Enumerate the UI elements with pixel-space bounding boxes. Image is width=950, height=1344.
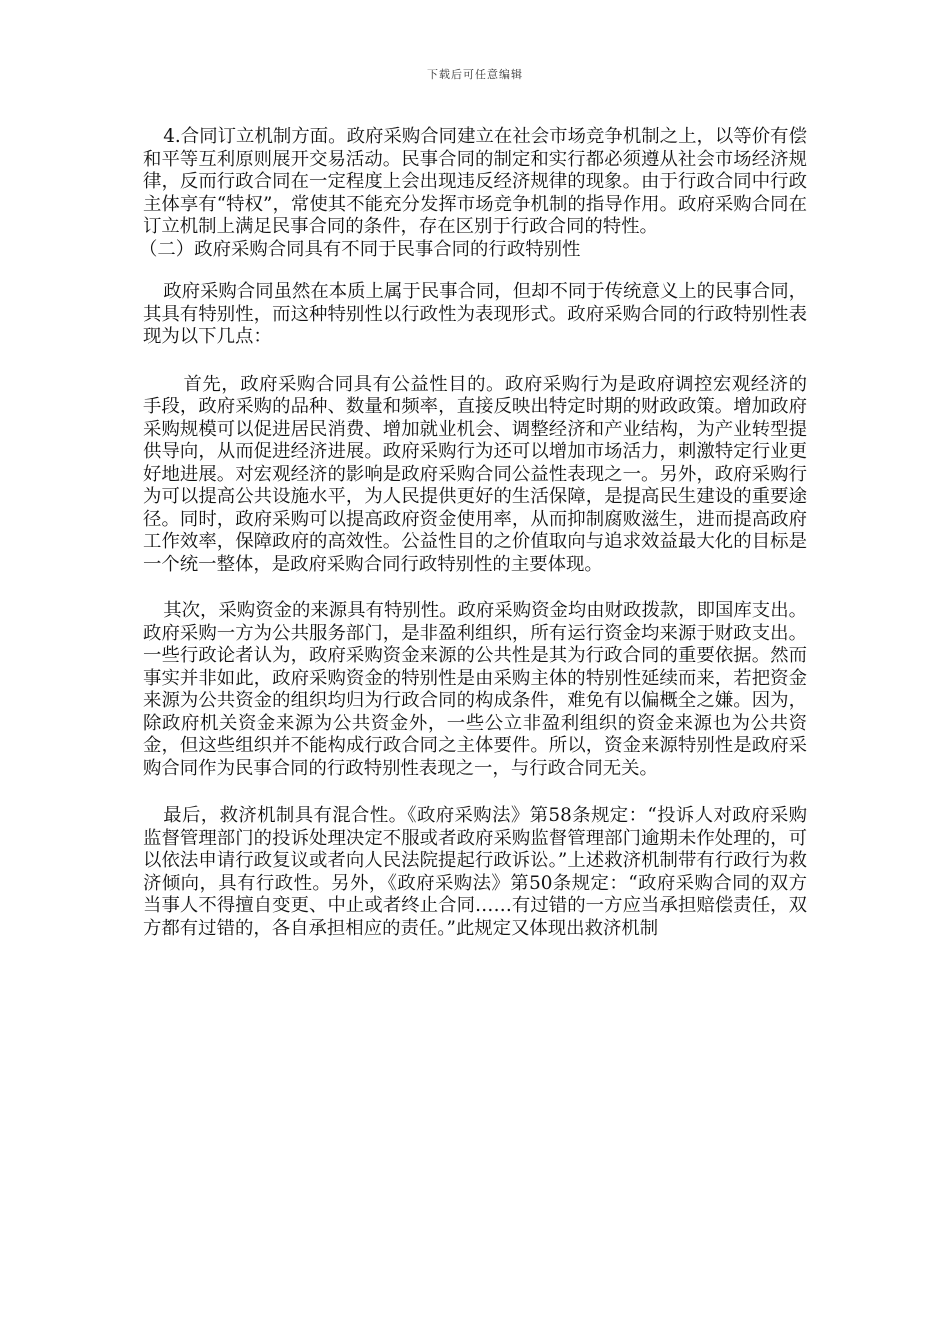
paragraph-public-interest: 首先，政府采购合同具有公益性目的。政府采购行为是政府调控宏观经济的手段，政府采购的品种、数量和频率，直接反映出特定时期的财政政策。增加政府采购规模可以促进居民消费、增加就业机会、调整经济和产业结构，为产业转型提供导向，从而促进经济进展。政府采购行为还可以增加市场活力，刺激特定行业更好地进展。对宏观经济的影响是政府采购合同公益性表现之一。另外，政府采购行为可以提高公共设施水平，为人民提供更好的生活保障，是提高民生建设的重要途径。同时，政府采购可以提高政府资金使用率，从而抑制腐败滋生，进而提高政府工作效率，保障政府的高效性。公益性目的之价值取向与追求效益最大化的目标是一个统一整体，是政府采购合同行政特别性的主要体现。 <box>143 373 807 575</box>
section-heading: （二）政府采购合同具有不同于民事合同的行政特别性 <box>139 238 581 260</box>
document-body <box>139 126 807 940</box>
paragraph-remedy-mechanism: 最后，救济机制具有混合性。《政府采购法》第58条规定：“投诉人对政府采购监督管理部门的投诉处理决定不服或者政府采购监督管理部门逾期未作处理的，可以依法申请行政复议或者向人民法院提起行政诉讼。”上述救济机制带有行政行为救济倾向，具有行政性。另外，《政府采购法》第50条规定：“政府采购合同的双方当事人不得擅自变更、中止或者终止合同……有过错的一方应当承担赔偿责任，双方都有过错的，各自承担相应的责任。”此规定又体现出救济机制 <box>143 805 807 939</box>
paragraph-contract-mechanism: 4.合同订立机制方面。政府采购合同建立在社会市场竞争机制之上，以等价有偿和平等互利原则展开交易活动。民事合同的制定和实行都必须遵从社会市场经济规律，反而行政合同在一定程度上会出现违反经济规律的现象。由于行政合同中行政主体享有“特权”，常使其不能充分发挥市场竞争机制的指导作用。政府采购合同在订立机制上满足民事合同的条件，存在区别于行政合同的特性。 <box>143 126 807 237</box>
page-header-note: 下载后可任意编辑 <box>427 68 523 81</box>
paragraph-administrative-specialty: 政府采购合同虽然在本质上属于民事合同，但却不同于传统意义上的民事合同，其具有特别性，而这种特别性以行政性为表现形式。政府采购合同的行政特别性表现为以下几点： <box>143 281 807 347</box>
paragraph-fund-source: 其次，采购资金的来源具有特别性。政府采购资金均由财政拨款，即国库支出。政府采购一方为公共服务部门，是非盈利组织，所有运行资金均来源于财政支出。一些行政论者认为，政府采购资金来源的公共性是其为行政合同的重要依据。然而事实并非如此，政府采购资金的特别性是由采购主体的特别性延续而来，若把资金来源为公共资金的组织均归为行政合同的构成条件，难免有以偏概全之嫌。因为，除政府机关资金来源为公共资金外，一些公立非盈利组织的资金来源也为公共资金，但这些组织并不能构成行政合同之主体要件。所以，资金来源特别性是政府采购合同作为民事合同的行政特别性表现之一，与行政合同无关。 <box>143 600 807 779</box>
